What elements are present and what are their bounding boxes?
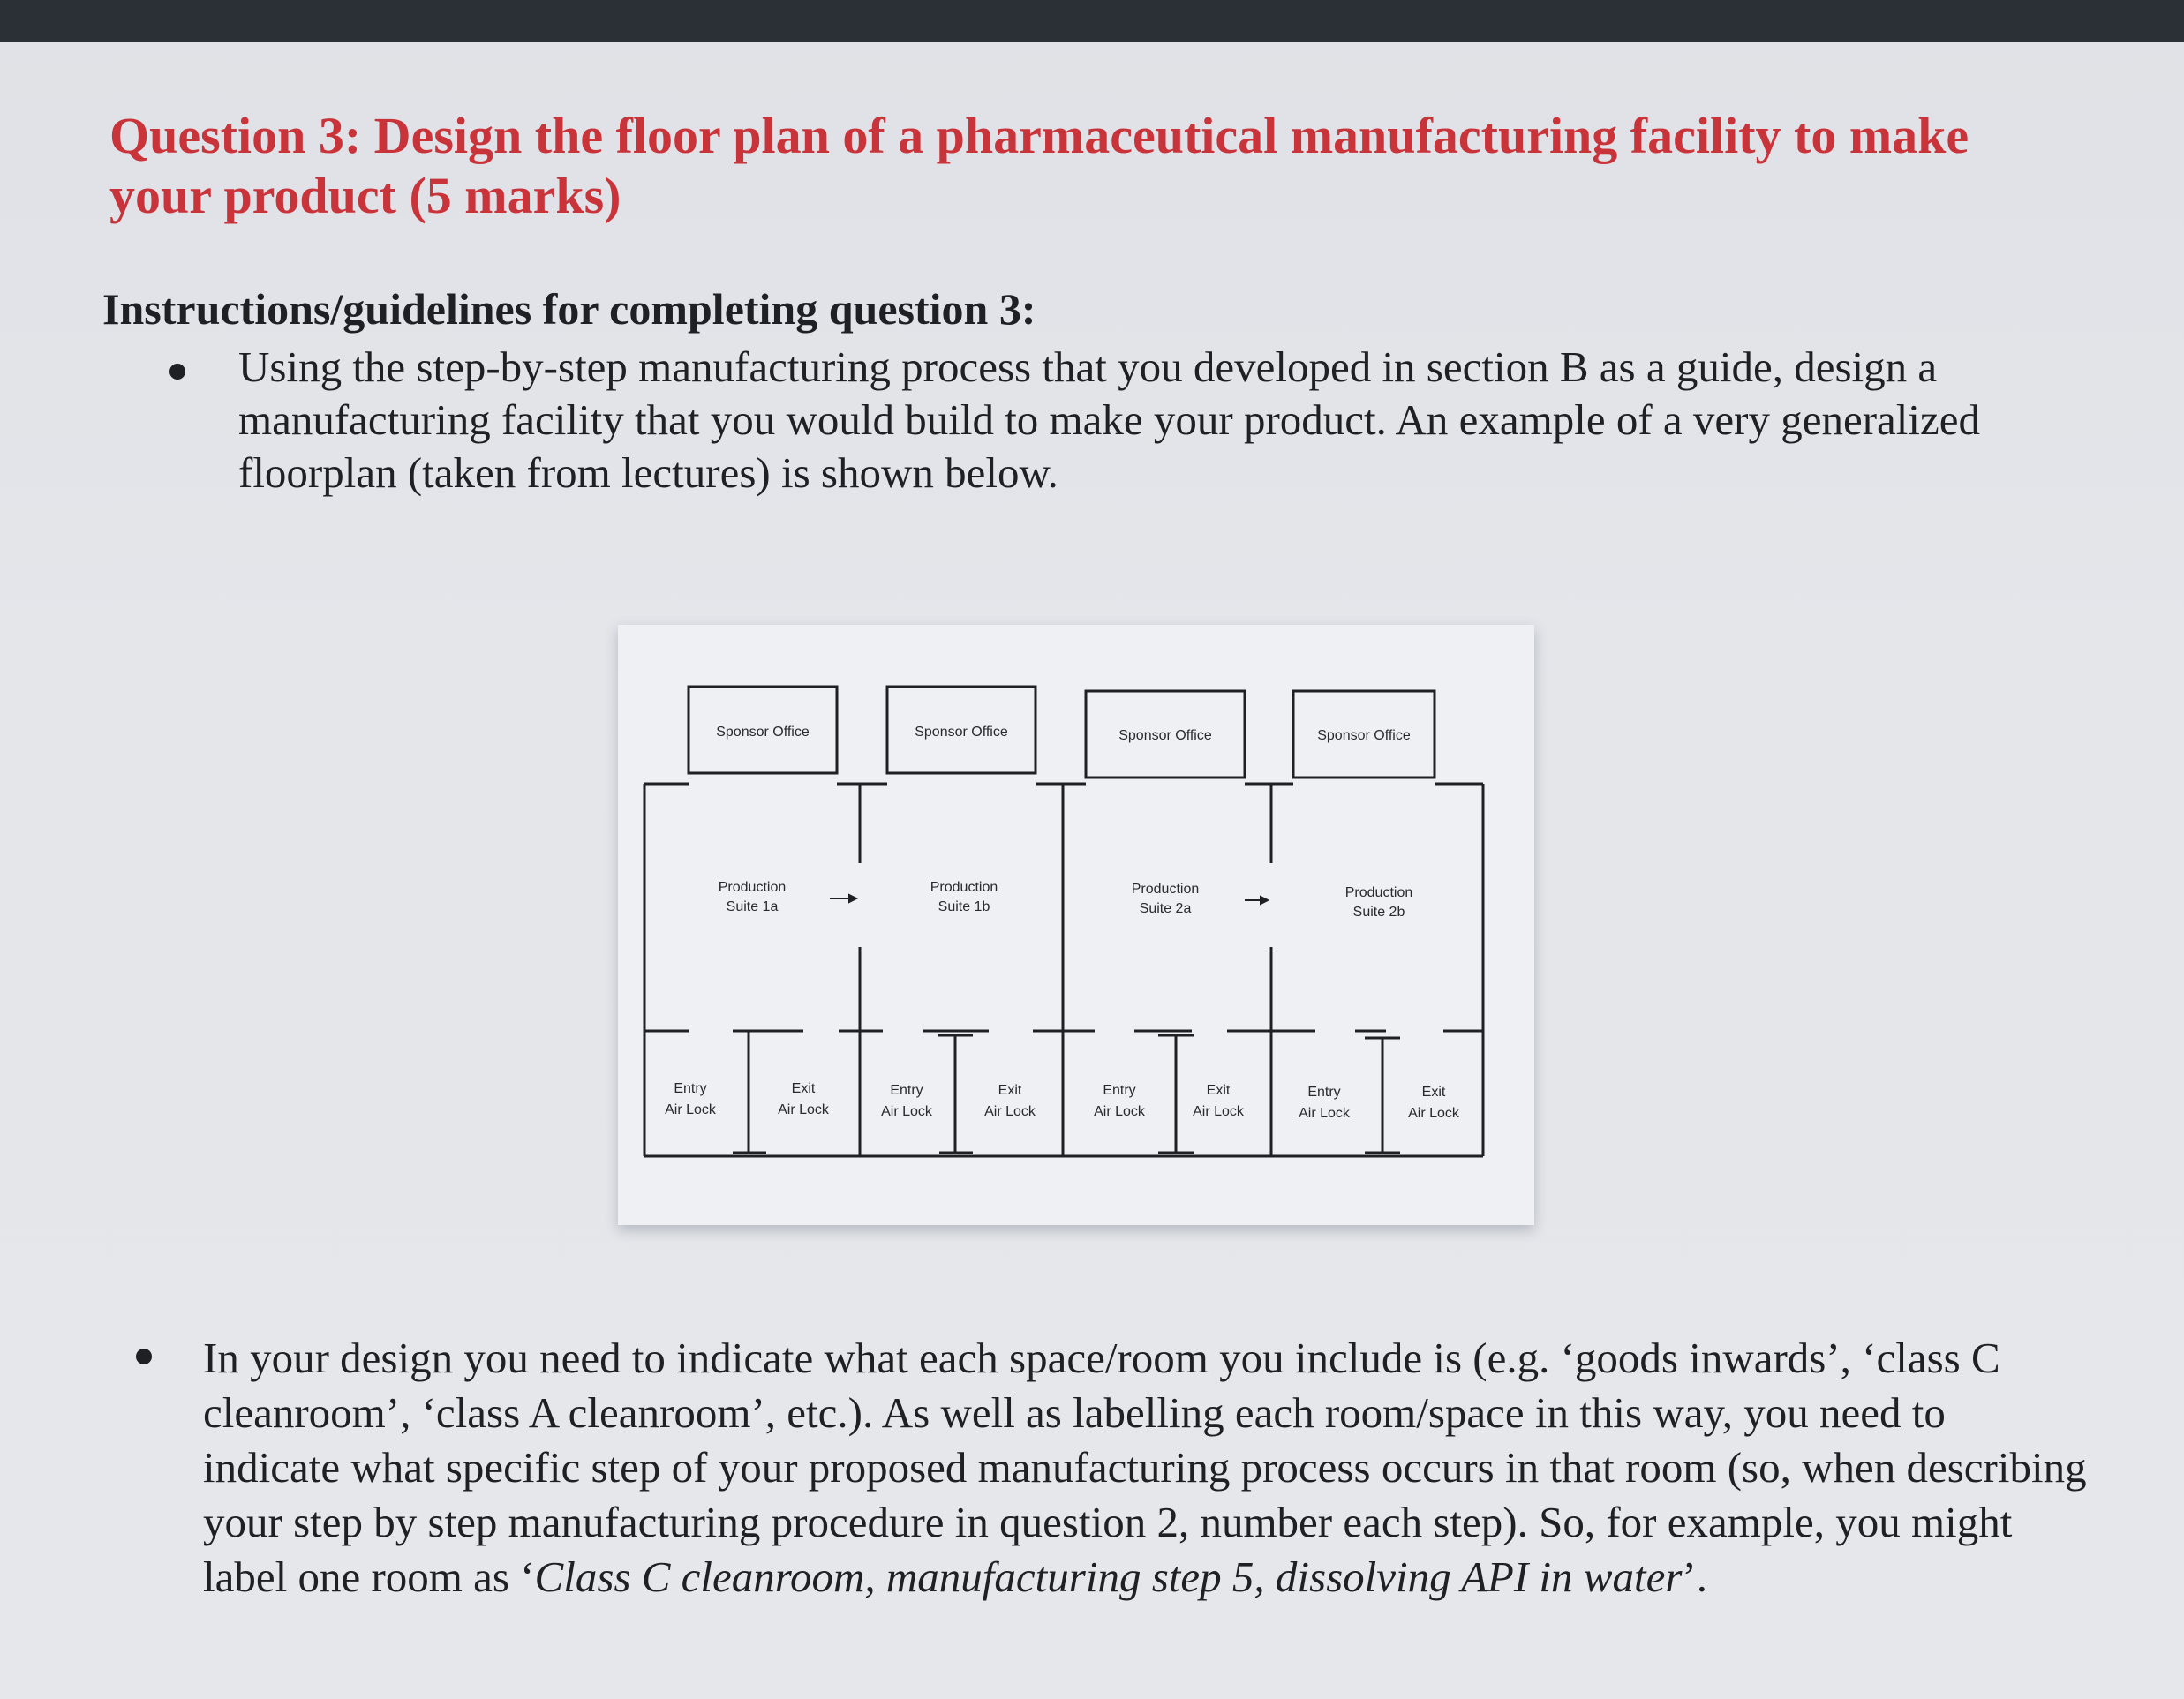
airlock-label-8-line1: Exit: [1421, 1085, 1446, 1100]
sponsor-office-label-2: Sponsor Office: [915, 725, 1008, 740]
airlock-label-7-line1: Entry: [1307, 1085, 1341, 1100]
bullet-text-2-main: In your design you need to indicate what each space/room you include is (e.g. ‘goods inwards’, ‘class C cleanroom’, ‘class A cleanroom’, etc.). As well as labelling each room/space in this way, you need to indicate what specific step of your proposed manufacturing process occurs in that room (so, when describing your step by step manufacturing procedure in question 2, number each step). So, for example, you might label one room as ‘: [203, 1334, 2087, 1601]
airlock-label-2-line2: Air Lock: [778, 1102, 829, 1117]
bullet-dot-1: [169, 364, 185, 380]
top-bezel: [0, 0, 2184, 42]
airlock-label-2-line1: Exit: [791, 1081, 816, 1096]
airlock-label-5-line2: Air Lock: [1094, 1104, 1145, 1119]
floorplan-figure: [618, 625, 1534, 1225]
suite-1a-label-line2: Suite 1a: [726, 899, 779, 914]
sponsor-office-label-3: Sponsor Office: [1118, 728, 1212, 743]
question-title: [109, 106, 2087, 226]
airlock-label-6-line1: Exit: [1206, 1083, 1231, 1098]
question-title-line1: Question 3: Design the floor plan of a pharmaceutical manufacturing facility to make: [109, 107, 1969, 164]
suite-1a-label-line1: Production: [718, 880, 787, 895]
question-title-line2: your product (5 marks): [109, 167, 621, 224]
instructions-heading: Instructions/guidelines for completing question 3:: [102, 284, 1036, 334]
airlock-label-3-line1: Entry: [890, 1083, 923, 1098]
sponsor-office-label-1: Sponsor Office: [716, 725, 810, 740]
airlock-label-7-line2: Air Lock: [1299, 1106, 1350, 1121]
airlock-label-1-line2: Air Lock: [665, 1102, 716, 1117]
sponsor-office-label-4: Sponsor Office: [1317, 728, 1411, 743]
bullet-text-2: [203, 1331, 2092, 1605]
suite-2b-label-line1: Production: [1344, 885, 1413, 900]
suite-1b-label-line2: Suite 1b: [938, 899, 990, 914]
bullet-text-1: Using the step-by-step manufacturing process that you developed in section B as a guide, design a manufacturing facility that you would build to make your product. An example of a very generalized floorplan (taken from lectures) is shown below.: [238, 342, 1980, 497]
airlock-label-4-line1: Exit: [998, 1083, 1022, 1098]
suite-2a-label-line2: Suite 2a: [1139, 901, 1192, 916]
airlock-label-6-line2: Air Lock: [1193, 1104, 1244, 1119]
suite-1b-label-line1: Production: [930, 880, 998, 895]
bullet-dot-2: [136, 1349, 152, 1364]
suite-2b-label-line2: Suite 2b: [1352, 905, 1405, 920]
airlock-label-3-line2: Air Lock: [881, 1104, 932, 1119]
airlock-label-8-line2: Air Lock: [1408, 1106, 1459, 1121]
floorplan-diagram: [618, 625, 1534, 1225]
airlock-label-1-line1: Entry: [674, 1081, 707, 1096]
bullet-text-2-end: ’.: [1682, 1552, 1707, 1601]
airlock-label-4-line2: Air Lock: [984, 1104, 1036, 1119]
airlock-label-5-line1: Entry: [1103, 1083, 1136, 1098]
bullet-text-2-example: Class C cleanroom, manufacturing step 5, dissolving API in water: [534, 1552, 1683, 1601]
suite-2a-label-line1: Production: [1131, 882, 1200, 897]
